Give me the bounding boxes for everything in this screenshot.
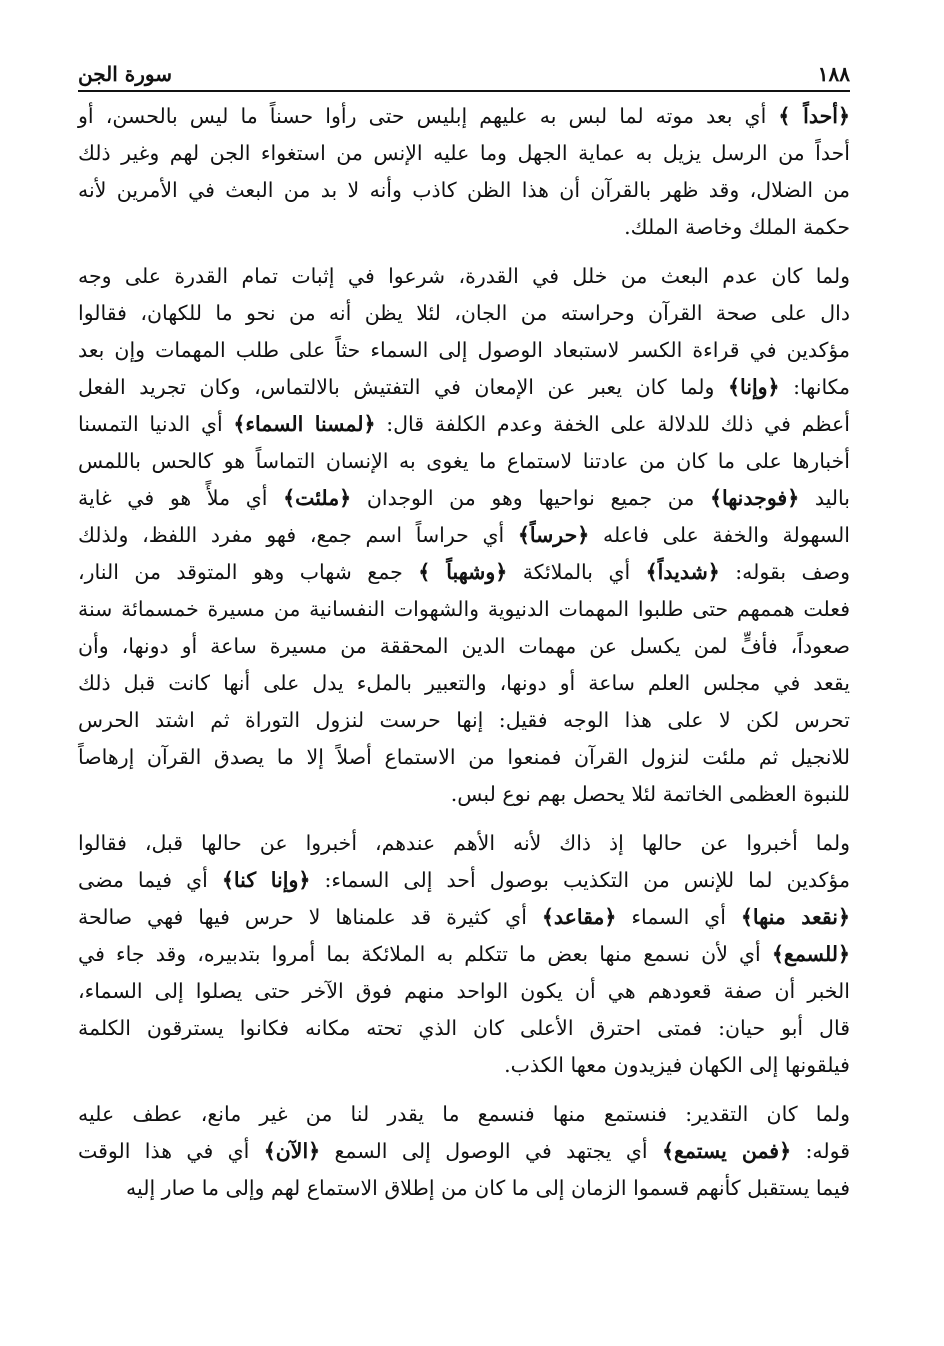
text-line [78, 936, 850, 973]
text-segment: ولما كان يعبر عن الإمعان في التفتيش بالالتماس، وكان تجريد الفعل [78, 375, 728, 399]
text-line [78, 443, 850, 480]
quran-quote: ﴿حرساً﴾ [517, 523, 590, 547]
text-segment: أي يجتهد في الوصول إلى السمع [320, 1139, 662, 1163]
text-line [78, 1047, 850, 1084]
text-line [78, 172, 850, 209]
text-line [78, 973, 850, 1010]
text-segment: أي كثيرة قد علمناها لا حرس فيها فهي صالحة [78, 905, 542, 929]
text-segment: ولما كان التقدير: فنستمع منها فنسمع ما يقدر لنا من غير مانع، عطف عليه [78, 1102, 850, 1126]
text-segment: ولما كان عدم البعث من خلل في القدرة، شرعوا في إثبات تمام القدرة على وجه [78, 264, 850, 288]
text-line [78, 1170, 850, 1207]
text-segment: أخبارها على ما كان من عادتنا لاستماع ما يغوى به الإنسان التماساً هو كالحس باللمس [78, 449, 850, 473]
text-line [78, 98, 850, 135]
text-segment: دال على صحة القرآن وحراسته من الجان، لئلا يظن أنه من نحو ما للكهان، فقالوا [78, 301, 850, 325]
text-line [78, 135, 850, 172]
paragraph [78, 258, 850, 813]
text-line [78, 1010, 850, 1047]
text-line [78, 258, 850, 295]
book-page [78, 52, 850, 1322]
text-segment: للنبوة العظمى الخاتمة لئلا يحصل بهم نوع لبس. [450, 782, 850, 806]
text-segment: أعظم في ذلك للدلالة على الخفة وعدم الكلفة قال: [375, 412, 850, 436]
text-segment: من جميع نواحيها وهو من الوجدان [351, 486, 710, 510]
paragraph [78, 1096, 850, 1207]
text-line [78, 899, 850, 936]
text-segment: أحداً من الرسل يزيل به عماية الجهل وما عليه الإنس من استغواء الجن لهم وغير ذلك [78, 141, 850, 165]
quran-quote: ﴿مقاعد﴾ [541, 905, 617, 929]
text-segment: جمع شهاب وهو المتوقد من النار، [78, 560, 419, 584]
paragraph [78, 98, 850, 246]
text-line [78, 825, 850, 862]
text-line [78, 628, 850, 665]
text-segment: ولما أخبروا عن حالها إذ ذاك لأنه الأهم عندهم، أخبروا عن حالها قبل، فقالوا [78, 831, 850, 855]
quran-quote: ﴿أحداً ﴾ [778, 104, 850, 128]
text-segment: فيلقونها إلى الكهان فيزيدون معها الكذب. [504, 1053, 850, 1077]
text-segment: أي فيما مضى [78, 868, 222, 892]
text-line [78, 739, 850, 776]
text-segment: للانجيل ثم ملئت لنزول القرآن فمنعوا من الاستماع أصلاً إلا ما يصدق القرآن إرهاصاً [78, 745, 850, 769]
text-segment: باليد [799, 486, 850, 510]
quran-quote: ﴿لمسنا السماء﴾ [233, 412, 376, 436]
quran-quote: ﴿للسمع﴾ [771, 942, 850, 966]
text-segment: أي بالملائكة [507, 560, 646, 584]
page-body [78, 98, 850, 1207]
text-line [78, 1096, 850, 1133]
surah-title: سورة الجن [78, 62, 172, 86]
text-segment: أي بعد موته لما لبس به عليهم إبليس حتى رأوا حسناً ما ليس بالحسن، أو [78, 104, 779, 128]
paragraph-gap [78, 1084, 850, 1096]
text-segment: وصف بقوله: [719, 560, 851, 584]
text-line [78, 591, 850, 628]
quran-quote: ﴿شديداً﴾ [645, 560, 720, 584]
text-segment: الخبر أن صفة قعودهم هي أن يكون الواحد منهم فوق الآخر حتى يصلوا إلى السماء، [78, 979, 850, 1003]
text-line [78, 369, 850, 406]
page-header [78, 52, 850, 86]
paragraph-gap [78, 246, 850, 258]
text-segment: أي ملأً هو في غاية [78, 486, 284, 510]
text-segment: مؤكدين في قراءة الكسر لاستبعاد الوصول إلى السماء حثاً على طلب المهمات وإن بعد [78, 338, 850, 362]
text-line [78, 332, 850, 369]
text-line [78, 480, 850, 517]
text-segment: حكمة الملك وخاصة الملك. [624, 215, 850, 239]
text-line [78, 209, 850, 246]
text-segment: أي السماء [616, 905, 741, 929]
text-segment: من الضلال، وقد ظهر بالقرآن أن هذا الظن كاذب وأنه لا بد من البعث في الأمرين لأنه [78, 178, 850, 202]
quran-quote: ﴿وشهباً ﴾ [418, 560, 508, 584]
text-line [78, 1133, 850, 1170]
text-segment: أي لأن نسمع منها بعض ما تتكلم به الملائكة بما أمروا بتدبيره، وقد جاء في [78, 942, 772, 966]
text-line [78, 554, 850, 591]
quran-quote: ﴿نقعد منها﴾ [740, 905, 850, 929]
text-segment: قال أبو حيان: فمتى احترق الأعلى كان الذي تحته مكانه فكانوا يسترقون الكلمة [78, 1016, 850, 1040]
text-segment: مكانها: [779, 375, 850, 399]
text-line [78, 862, 850, 899]
quran-quote: ﴿فمن يستمع﴾ [661, 1139, 792, 1163]
text-segment: قوله: [791, 1139, 850, 1163]
text-line [78, 295, 850, 332]
header-divider [78, 90, 850, 92]
text-segment: السهولة والخفة على فاعله [589, 523, 850, 547]
quran-quote: ﴿وإنا﴾ [728, 375, 780, 399]
text-segment: تحرس لكن لا على هذا الوجه فقيل: إنها حرست لنزول التوراة ثم اشتد الحرس [78, 708, 850, 732]
page-number: ١٨٨ [817, 62, 850, 86]
text-segment: أي في هذا الوقت [78, 1139, 264, 1163]
paragraph-gap [78, 813, 850, 825]
quran-quote: ﴿الآن﴾ [263, 1139, 321, 1163]
quran-quote: ﴿ملئت﴾ [283, 486, 352, 510]
text-segment: صعوداً، فأفٍّ لمن يكسل عن مهمات الدين المحققة من مسيرة ساعة أو دونها، وأن [78, 634, 850, 658]
text-segment: مؤكدين لما للإنس من التكذيب بوصول أحد إلى السماء: [310, 868, 850, 892]
text-line [78, 776, 850, 813]
quran-quote: ﴿فوجدنها﴾ [709, 486, 800, 510]
text-line [78, 665, 850, 702]
text-line [78, 406, 850, 443]
text-segment: أي الدنيا التمسنا [78, 412, 234, 436]
paragraph [78, 825, 850, 1084]
text-line [78, 702, 850, 739]
text-segment: فيما يستقبل كأنهم قسموا الزمان إلى ما كان من إطلاق الاستماع لهم وإلى ما صار إليه [126, 1176, 850, 1200]
text-segment: أي حراساً اسم جمع، فهو مفرد اللفظ، ولذلك [78, 523, 518, 547]
text-segment: فعلت هممهم حتى طلبوا المهمات الدنيوية والشهوات النفسانية من مسيرة خمسمائة سنة [78, 597, 850, 621]
text-line [78, 517, 850, 554]
quran-quote: ﴿وإنا كنا﴾ [221, 868, 311, 892]
text-segment: يقعد في مجلس العلم ساعة أو دونها، والتعبير بالملء يدل على أنها كانت قبل ذلك [78, 671, 850, 695]
